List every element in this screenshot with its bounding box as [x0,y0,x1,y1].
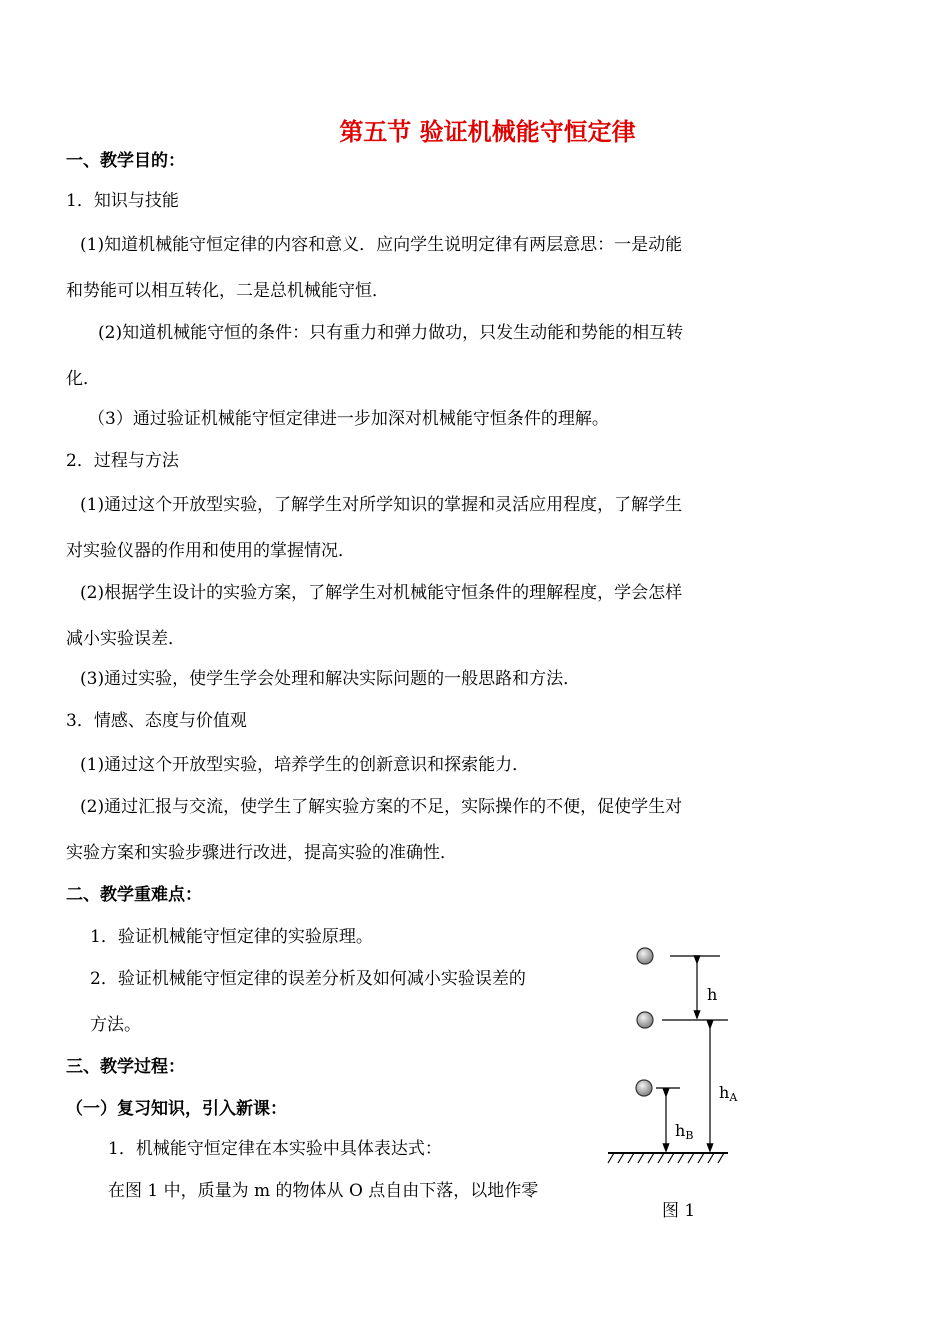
ball-bottom [636,1080,652,1096]
page-title: 第五节 验证机械能守恒定律 [339,118,636,146]
subheading-emotion: 3．情感、态度与价值观 [66,711,247,731]
paragraph: 1．机械能守恒定律在本实验中具体表达式： [108,1139,442,1159]
paragraph: 对实验仪器的作用和使用的掌握情况． [66,541,355,561]
paragraph: （3）通过验证机械能守恒定律进一步加深对机械能守恒条件的理解。 [88,409,609,429]
paragraph: 减小实验误差． [66,629,185,649]
figure-1-diagram [600,935,740,1195]
paragraph: 化． [66,369,100,389]
section-heading-difficulties: 二、教学重难点： [66,885,202,905]
ball-middle [637,1012,653,1028]
figure-caption: 图 1 [662,1201,696,1221]
subheading-review: （一）复习知识，引入新课： [66,1099,287,1119]
paragraph: 方法。 [90,1015,141,1035]
label-hb: hB [675,1121,694,1142]
paragraph: 在图 1 中，质量为 m 的物体从 O 点自由下落，以地作零 [108,1181,539,1201]
label-ha: hA [719,1083,738,1104]
paragraph: 1．验证机械能守恒定律的实验原理。 [90,927,373,947]
subheading-knowledge: 1．知识与技能 [66,191,179,211]
paragraph: 实验方案和实验步骤进行改进，提高实验的准确性． [66,843,457,863]
paragraph: (2)通过汇报与交流，使学生了解实验方案的不足，实际操作的不便，促使学生对 [80,797,683,817]
paragraph: 和势能可以相互转化，二是总机械能守恒． [66,281,389,301]
paragraph: (1)通过这个开放型实验，培养学生的创新意识和探索能力． [80,755,530,775]
paragraph: (2)知道机械能守恒的条件：只有重力和弹力做功，只发生动能和势能的相互转 [98,323,684,343]
label-h: h [707,985,718,1004]
section-heading-process: 三、教学过程： [66,1057,185,1077]
paragraph: (1)通过这个开放型实验，了解学生对所学知识的掌握和灵活应用程度，了解学生 [80,495,683,515]
subheading-process: 2．过程与方法 [66,451,179,471]
section-heading-objectives: 一、教学目的： [66,151,185,171]
ball-top [637,948,653,964]
paragraph: 2．验证机械能守恒定律的误差分析及如何减小实验误差的 [90,969,526,989]
paragraph: (1)知道机械能守恒定律的内容和意义．应向学生说明定律有两层意思：一是动能 [80,235,683,255]
paragraph: (2)根据学生设计的实验方案，了解学生对机械能守恒条件的理解程度，学会怎样 [80,583,683,603]
paragraph: (3)通过实验，使学生学会处理和解决实际问题的一般思路和方法． [80,669,581,689]
